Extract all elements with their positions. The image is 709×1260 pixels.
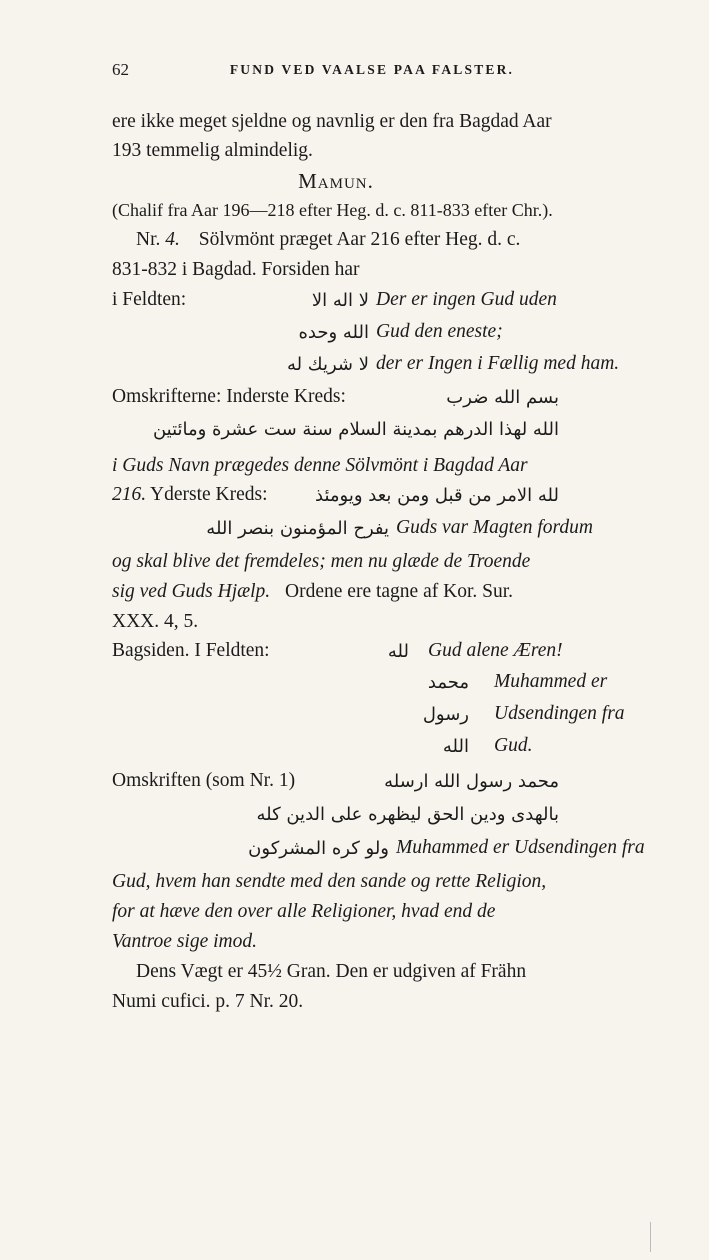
text-line: og skal blive det fremdeles; men nu glæde de Troende [112,551,531,572]
text-line: i Guds Navn prægedes denne Sölvmönt i Bagdad Aar [112,455,528,476]
arabic-inscription: يفرح المؤمنون بنصر الله [206,518,389,539]
text-line: Numi cufici. p. 7 Nr. 20. [112,991,304,1012]
text-span: Nr. [136,229,161,250]
arabic-inscription: محمد رسول الله ارسله [384,771,559,792]
running-title: FUND VED VAALSE PAA FALSTER. [229,62,515,77]
text-span: sig ved Guds Hjælp. [112,581,271,602]
text-line: Dens Vægt er 45½ Gran. Den er udgiven af Frähn [136,961,527,982]
text-line: Gud, hvem han sendte med den sande og rette Religion, [112,871,547,892]
translation-gloss: Gud alene Æren! [428,640,563,661]
translation-gloss: Gud den eneste; [376,321,503,342]
text-line: for at hæve den over alle Religioner, hvad end de [112,901,496,922]
translation-gloss: Muhammed er Udsendingen fra [396,837,645,858]
translation-gloss: Gud. [494,735,533,756]
arabic-inscription: الله [442,736,469,757]
text-line: 831-832 i Bagdad. Forsiden har [112,259,360,280]
item-number: 4. [165,229,180,250]
translation-gloss: Guds var Magten fordum [396,517,593,538]
arabic-inscription: بالهدى ودين الحق ليظهره على الدين كله [256,804,559,825]
text-line [112,226,560,254]
page-number: 62 [112,60,129,79]
text-label: Yderste Kreds: [150,484,268,505]
translation-gloss: Muhammed er [494,671,608,692]
text-span: 216. [112,484,147,505]
translation-gloss: der er Ingen i Fællig med ham. [376,353,620,374]
text-label: Bagsiden. I Feldten: [112,640,270,661]
translation-gloss: Der er ingen Gud uden [376,289,557,310]
arabic-inscription: لا شريك له [286,354,369,375]
text-label: Omskriften (som Nr. 1) [112,770,296,791]
arabic-inscription: الله وحده [298,322,369,343]
text-span: Ordene ere tagne af Kor. Sur. [285,581,514,602]
arabic-inscription: رسول [422,704,469,725]
text-line: 193 temmelig almindelig. [112,140,313,161]
text-line [112,578,560,606]
arabic-inscription: بسم الله ضرب [446,387,559,408]
section-heading: Mamun. [298,169,374,193]
arabic-inscription: محمد [427,672,469,693]
arabic-inscription: لله [387,641,409,662]
page-header [0,60,709,84]
arabic-inscription: ولو كره المشركون [248,838,389,859]
arabic-inscription: الله لهذا الدرهم بمدينة السلام سنة ست عشرة ومائتين [152,419,559,440]
text-line: ere ikke meget sjeldne og navnlig er den fra Bagdad Aar [112,111,552,132]
text-line: Vantroe sige imod. [112,931,257,952]
text-span: Sölvmönt præget Aar 216 efter Heg. d. c. [198,229,521,250]
text-label: i Feldten: [112,289,187,310]
text-line: (Chalif fra Aar 196—218 efter Heg. d. c. 811-833 efter Chr.). [112,200,553,220]
translation-gloss: Udsendingen fra [494,703,625,724]
text-label: Omskrifterne: Inderste Kreds: [112,386,346,407]
arabic-inscription: لا اله الا [311,290,369,311]
margin-mark [650,1222,651,1252]
arabic-inscription: لله الامر من قبل ومن بعد ويومئذ [315,485,559,506]
text-line: XXX. 4, 5. [112,611,199,632]
